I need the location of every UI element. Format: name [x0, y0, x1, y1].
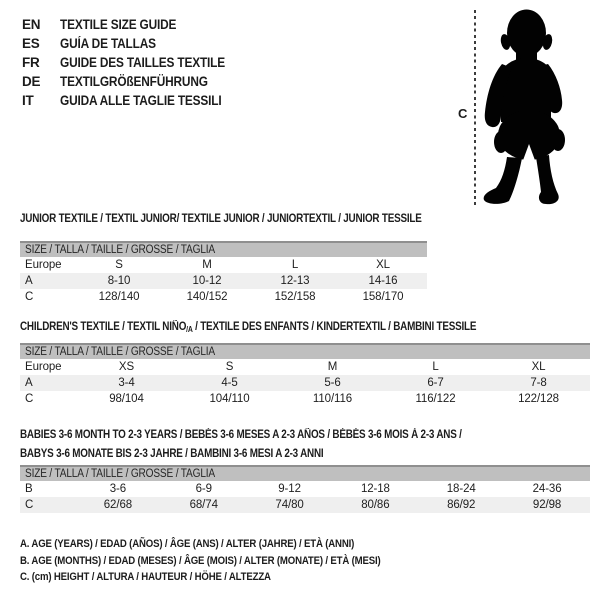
table-row — [20, 391, 590, 407]
babies-section-title — [20, 426, 462, 464]
size-cell: 10-12 — [163, 273, 251, 289]
row-label: Europe — [25, 361, 62, 373]
size-cell: S — [225, 361, 234, 373]
children-title-post: / TEXTILE DES ENFANTS / KINDERTEXTIL / BAMBINI TESSILE — [192, 321, 477, 333]
baby-figure — [450, 0, 600, 215]
height-dashed-line — [474, 10, 476, 206]
language-code: DE — [22, 74, 41, 89]
language-label: TEXTILE SIZE GUIDE — [60, 17, 177, 32]
size-cell: 6-9 — [195, 483, 212, 495]
size-cell: 110/116 — [312, 393, 353, 405]
size-cell: 74/80 — [247, 497, 333, 513]
language-row — [22, 53, 248, 72]
children-section-title — [20, 321, 476, 336]
size-cell: XL — [531, 361, 546, 373]
babies-size-table — [20, 465, 590, 513]
size-cell: 18-24 — [446, 483, 476, 495]
children-size-table — [20, 343, 590, 407]
size-cell: M — [327, 361, 338, 373]
table-row — [20, 273, 427, 289]
size-cell: M — [202, 259, 212, 271]
size-cell: 62/68 — [75, 497, 161, 513]
size-cell: 80/86 — [332, 497, 418, 513]
junior-size-table — [20, 241, 427, 305]
language-code: EN — [22, 17, 41, 32]
footnote-line: B. AGE (MONTHS) / EDAD (MESES) / ÂGE (MOIS) / ALTER (MONATE) / ETÀ (MESI) — [20, 554, 381, 567]
language-header — [22, 15, 248, 110]
size-cell: 14-16 — [339, 273, 427, 289]
size-cell: 12-13 — [251, 273, 339, 289]
row-label: C — [20, 497, 75, 513]
children-title-sub: /A — [186, 325, 193, 334]
size-cell: 3-6 — [109, 483, 127, 495]
size-cell: 68/74 — [161, 497, 247, 513]
size-cell: S — [115, 259, 123, 271]
language-code: ES — [22, 36, 40, 51]
size-cell: 116/122 — [415, 393, 456, 405]
footnote-line: C. (cm) HEIGHT / ALTURA / HAUTEUR / HÖHE / ALTEZZA — [20, 571, 271, 583]
size-cell: 5-6 — [281, 375, 384, 391]
size-cell: 128/140 — [98, 291, 140, 303]
row-label: Europe — [25, 259, 62, 271]
size-cell: 9-12 — [278, 483, 301, 495]
language-code: FR — [22, 55, 40, 70]
language-row — [22, 34, 248, 53]
language-label: GUIDA ALLE TAGLIE TESSILI — [60, 93, 222, 108]
size-cell: 140/152 — [186, 291, 228, 303]
size-cell: 158/170 — [362, 291, 404, 303]
language-row — [22, 91, 248, 110]
language-label: GUÍA DE TALLAS — [60, 36, 156, 51]
language-row — [22, 15, 248, 34]
size-cell: 86/92 — [418, 497, 504, 513]
language-code: IT — [22, 93, 34, 108]
row-label: B — [25, 483, 33, 495]
row-label: A — [20, 273, 75, 289]
size-cell: 7-8 — [487, 375, 590, 391]
row-label: C — [25, 291, 34, 303]
table-row — [20, 497, 590, 513]
size-cell: 6-7 — [384, 375, 487, 391]
size-cell: 122/128 — [518, 393, 559, 405]
children-title-pre: CHILDREN'S TEXTILE / TEXTIL NIÑO — [20, 321, 187, 333]
size-header-label: SIZE / TALLA / TAILLE / GRÖSSE / TAGLIA — [25, 346, 215, 358]
size-cell: 92/98 — [504, 497, 590, 513]
language-row — [22, 72, 248, 91]
junior-section-title: JUNIOR TEXTILE / TEXTIL JUNIOR/ TEXTILE JUNIOR / JUNIORTEXTIL / JUNIOR TESSILE — [20, 213, 422, 225]
size-cell: XS — [118, 361, 135, 373]
table-row — [20, 481, 590, 497]
table-row — [20, 289, 427, 305]
size-cell: L — [432, 361, 439, 373]
size-cell: 4-5 — [178, 375, 281, 391]
babies-title-line2: BABYS 3-6 MONATE BIS 2-3 JAHRE / BAMBINI 3-6 MESI A 2-3 ANNI — [20, 448, 324, 460]
language-label: TEXTILGRÖßENFÜHRUNG — [60, 74, 208, 89]
size-header-label: SIZE / TALLA / TAILLE / GRÖSSE / TAGLIA — [25, 244, 215, 256]
table-row — [20, 359, 590, 375]
size-cell: 12-18 — [360, 483, 390, 495]
size-cell: 3-4 — [75, 375, 178, 391]
footnote-line: A. AGE (YEARS) / EDAD (AÑOS) / ÂGE (ANS) / ALTER (JAHRE) / ETÀ (ANNI) — [20, 538, 355, 550]
row-label: C — [25, 393, 34, 405]
footnotes — [20, 536, 439, 586]
size-cell: 104/110 — [209, 393, 250, 405]
size-cell: 24-36 — [532, 483, 562, 495]
babies-title-line1: BABIES 3-6 MONTH TO 2-3 YEARS / BEBÉS 3-6 MESES A 2-3 AÑOS / BÉBÉS 3-6 MOIS À 2-3 ANS / — [20, 429, 462, 441]
row-label: A — [20, 375, 75, 391]
size-header-band — [20, 242, 427, 257]
language-label: GUIDE DES TAILLES TEXTILE — [60, 55, 226, 70]
height-measure-label: C — [458, 106, 468, 121]
size-header-band — [20, 344, 590, 359]
size-cell: XL — [376, 259, 390, 271]
baby-silhouette-icon — [478, 2, 600, 212]
size-cell: 98/104 — [109, 393, 144, 405]
size-cell: 8-10 — [75, 273, 163, 289]
size-header-band — [20, 466, 590, 481]
table-row — [20, 257, 427, 273]
table-row — [20, 375, 590, 391]
size-header-label: SIZE / TALLA / TAILLE / GRÖSSE / TAGLIA — [25, 468, 215, 480]
size-cell: L — [291, 259, 299, 271]
size-cell: 152/158 — [274, 291, 316, 303]
